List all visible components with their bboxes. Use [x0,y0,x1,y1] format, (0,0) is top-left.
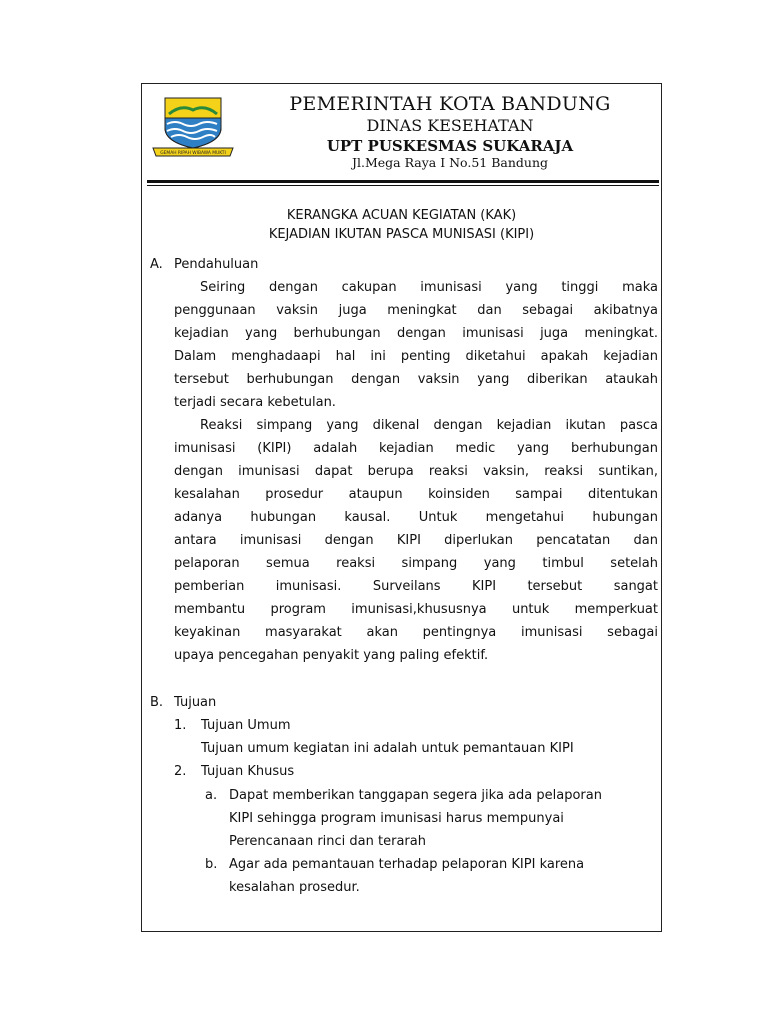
paragraph-line: upaya pencegahan penyakit yang paling efektif. [174,648,489,663]
sublist-line: Perencanaan rinci dan terarah [229,834,426,849]
sublist-line: KIPI sehingga program imunisasi harus mempunyai [229,811,564,826]
paragraph-line: Dalam menghadaapi hal ini penting diketahui apakah kejadian [174,349,658,364]
header-rule-thick [147,180,659,183]
paragraph-line: Reaksi simpang yang dikenal dengan kejadian ikutan pasca [200,418,658,433]
paragraph-line: dengan imunisasi dapat berupa reaksi vaksin, reaksi suntikan, [174,464,658,479]
paragraph-line: adanya hubungan kausal. Untuk mengetahui hubungan [174,510,658,525]
bandung-logo [151,96,235,158]
paragraph-line: membantu program imunisasi,khususnya untuk memperkuat [174,602,658,617]
paragraph-line: antara imunisasi dengan KIPI diperlukan pencatatan dan [174,533,658,548]
list-item-label: Tujuan Umum [201,718,291,733]
paragraph-line: keyakinan masyarakat akan pentingnya imunisasi sebagai [174,625,658,640]
svg-text:GEMAH RIPAH WIBAWA MUKTI: GEMAH RIPAH WIBAWA MUKTI [160,151,226,156]
paragraph-line: imunisasi (KIPI) adalah kejadian medic yang berhubungan [174,441,658,456]
paragraph-line: kesalahan prosedur ataupun koinsiden sampai ditentukan [174,487,658,502]
section-a-heading: Pendahuluan [174,257,259,272]
section-b-marker: B. [150,695,164,710]
sublist-line: Agar ada pemantauan terhadap pelaporan KIPI karena [229,857,585,872]
header-puskesmas: UPT PUSKESMAS SUKARAJA [326,137,574,155]
list-number: 2. [174,764,187,779]
paragraph-line: pemberian imunisasi. Surveilans KIPI tersebut sangat [174,579,658,594]
sublist-line: kesalahan prosedur. [229,880,360,895]
paragraph-line: pelaporan semua reaksi simpang yang timbul setelah [174,556,658,571]
section-a-marker: A. [150,257,163,272]
header-rule-thin [147,185,659,186]
paragraph-line: tersebut berhubungan dengan vaksin yang diberikan ataukah [174,372,658,387]
paragraph-line: kejadian yang berhubungan dengan imunisasi juga meningkat. [174,326,658,341]
sublist-marker: b. [205,857,218,872]
sublist-line: Dapat memberikan tanggapan segera jika ada pelaporan [229,788,602,803]
sublist-marker: a. [205,788,218,803]
paragraph-line: Seiring dengan cakupan imunisasi yang tinggi maka [200,280,658,295]
section-b-heading: Tujuan [174,695,217,710]
list-item-text: Tujuan umum kegiatan ini adalah untuk pemantauan KIPI [201,741,574,756]
header-government: PEMERINTAH KOTA BANDUNG [289,93,611,115]
document-subtitle: KEJADIAN IKUTAN PASCA MUNISASI (KIPI) [268,227,535,242]
list-item-label: Tujuan Khusus [201,764,295,779]
header-address: Jl.Mega Raya I No.51 Bandung [351,155,549,170]
header-department: DINAS KESEHATAN [366,116,534,135]
paragraph-line: terjadi secara kebetulan. [174,395,336,410]
list-number: 1. [174,718,187,733]
paragraph-line: penggunaan vaksin juga meningkat dan sebagai akibatnya [174,303,658,318]
document-title: KERANGKA ACUAN KEGIATAN (KAK) [286,208,517,223]
